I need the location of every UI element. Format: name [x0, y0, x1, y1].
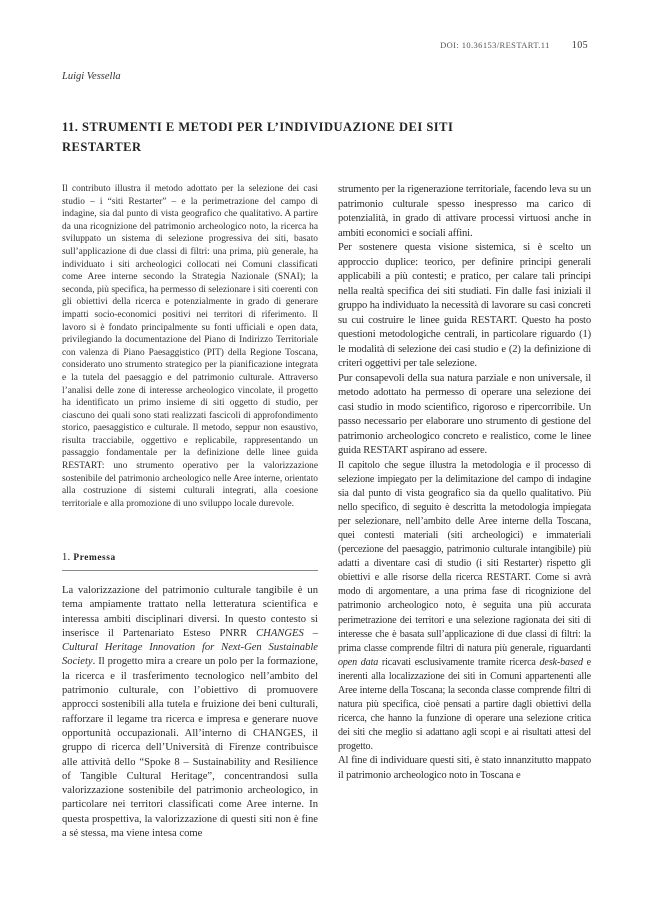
- paragraph-text: e inerenti alla localizzazione dei siti in Comuni appartenenti alle Aree interne della Toscana; la seconda classe comprende filtri di natura più specifica, cioè pensati a partire dagli obiettivi della ricerca, che hanno la funzione di operare una selezione critica dei siti che meglio si adattano agli scopi e ai risultati attesi del progetto.: [338, 656, 591, 753]
- paragraph-text: . Il progetto mira a creare un polo per la formazione, la ricerca e il trasferimento tecnologico nell’ambito del patrimonio culturale, con l’obiettivo di promuovere approcci sostenibili alla tutela e fruizione dei beni culturali, rafforzare il legame tra ricerca e impresa e generare nuove opportunità occupazionali. All’interno di CHANGES, il gruppo di ricerca dell’Università di Firenze contribuisce alle attività dello “Spoke 8 – Sustainability and Resilience of Tangible Cultural Heritage”, concentrandosi sulla valorizzazione sostenibile del patrimonio archeologico, in particolare nei territori classificati come Aree interne. In questa prospettiva, la valorizzazione di questi siti non è fine a sé stessa, ma viene intesa come: [62, 656, 318, 840]
- page-number: 105: [571, 40, 588, 51]
- paragraph: Al fine di individuare questi siti, è stato innanzitutto mappato il patrimonio archeologico noto in Toscana e: [338, 755, 591, 781]
- paragraph-text: ricavati esclusivamente tramite ricerca: [378, 656, 540, 668]
- italic-term: desk-based: [539, 656, 583, 668]
- paragraph: strumento per la rigenerazione territoriale, facendo leva su un patrimonio culturale spesso inespresso ma carico di potenzialità, in grado di attivare processi virtuosi anche in ambiti economici e sociali affini.: [338, 184, 591, 239]
- section-heading: [62, 552, 116, 563]
- body-column-left: [62, 584, 318, 841]
- body-column-right: [338, 183, 591, 783]
- paragraph-text: Il capitolo che segue illustra la metodologia e il processo di selezione impiegato per la delimitazione del campo di indagine sia dal punto di vista geografico sia da quello qualitativo. Più nello specifico, di seguito è descritta la metodologia impiegata per selezionare, nell’ambito delle Aree interne della Toscana, quei contesti materiali (siti archeologici) e immateriali (percezione del paesaggio, patrimonio culturale intangibile) più adatti a diventare casi di studio (i siti Restarter) rispetto gli obiettivi e alle risorse della ricerca RESTART. Come si avrà modo di argomentare, a una prima fase di ricognizione del patrimonio archeologico noto, è seguita una più accurata perimetrazione dei territori e una selezione ragionata dei siti di interesse che è basata sull’applicazione di due classi di filtri: la prima classe comprende filtri di natura più generale, riguardanti: [338, 459, 591, 654]
- section-title: Premessa: [73, 553, 116, 563]
- running-head: [440, 40, 588, 51]
- abstract-text: Il contributo illustra il metodo adottato per la selezione dei casi studio – i “siti Restarter” – e la perimetrazione del campo di indagine, sia dal punto di vista geografico che qualitativo. A partire da una ricognizione del patrimonio archeologico noto, la ricerca ha sviluppato un sistema di selezione progressiva dei siti, basato sull’applicazione di due classi di filtri: una prima, più generale, ha individuato i siti archeologici collocati nei Comuni classificati come Aree interne secondo la Strategia Nazionale (SNAI); la seconda, più specifica, ha permesso di selezionare i siti coerenti con gli obiettivi della ricerca e potenzialmente in grado di generare impatti socio-economici positivi nei territori di riferimento. Il lavoro si è fondato principalmente su fonti ufficiali e open data, privilegiando la documentazione del Piano di Indirizzo Territoriale con valenza di Piano Paesaggistico (PIT) della Regione Toscana, considerato uno strumento strategico per la pianificazione integrata e la tutela del paesaggio e del patrimonio culturale. Attraverso l’analisi delle zone di interesse archeologico vincolate, il progetto ha identificato un primo insieme di siti oggetto di studio, per ciascuno dei quali sono stati realizzati fascicoli di approfondimento storico, paesaggistico e culturale. Il metodo, seppur non esaustivo, risulta tracciabile, oggettivo e replicabile, rappresentando un passaggio fondamentale per la definizione delle linee guida RESTART: uno strumento operativo per la valorizzazione sostenibile del patrimonio archeologico nelle Aree interne, orientato alla costruzione di sistemi culturali integrati, alla coesione territoriale e alla promozione di uno sviluppo locale durevole.: [62, 184, 318, 509]
- paragraph: [338, 459, 591, 755]
- paragraph-text: La valorizzazione del patrimonio culturale tangibile è un tema ampiamente trattato nella letteratura scientifica e interessa ambiti disciplinari diversi. In questo contesto si inserisce il Partenariato Esteso PNRR: [62, 585, 318, 639]
- paragraph: [62, 584, 318, 841]
- section-number: 1.: [62, 552, 71, 563]
- section-divider: [62, 570, 318, 571]
- abstract: [62, 183, 318, 510]
- author-name: Luigi Vessella: [62, 71, 121, 82]
- paragraph: Pur consapevoli della sua natura parziale e non universale, il metodo adottato ha permesso di operare una selezione dei casi studio in modo scientifico, rigoroso e ripercorribile. Un passo necessario per elaborare uno strumento di gestione del patrimonio archeologico concreto e realistico, come le linee guida RESTART aspirano ad essere.: [338, 372, 591, 456]
- doi-label: DOI: 10.36153/RESTART.11: [440, 40, 550, 50]
- paragraph: Per sostenere questa visione sistemica, si è scelto un approccio duplice: teorico, per definire principi generali applicabili a più contesti; e pratico, per calare tali principi nella realtà specifica dei siti studiati. Fin dalle fasi iniziali il gruppo ha individuato la necessità di lavorare su casi concreti su cui costruire le linee guida RESTART. Questo ha posto questioni metodologiche centrali, in particolare riguardo (1) le modalità di selezione dei casi studio e (2) la definizione di criteri oggettivi per tale selezione.: [338, 242, 591, 369]
- italic-term: open data: [338, 656, 379, 668]
- project-name: CHANGES – Cultural Heritage Innovation for Next-Gen Sustainable Society: [62, 627, 319, 668]
- chapter-title: 11. STRUMENTI E METODI PER L’INDIVIDUAZIONE DEI SITI RESTARTER: [62, 120, 454, 154]
